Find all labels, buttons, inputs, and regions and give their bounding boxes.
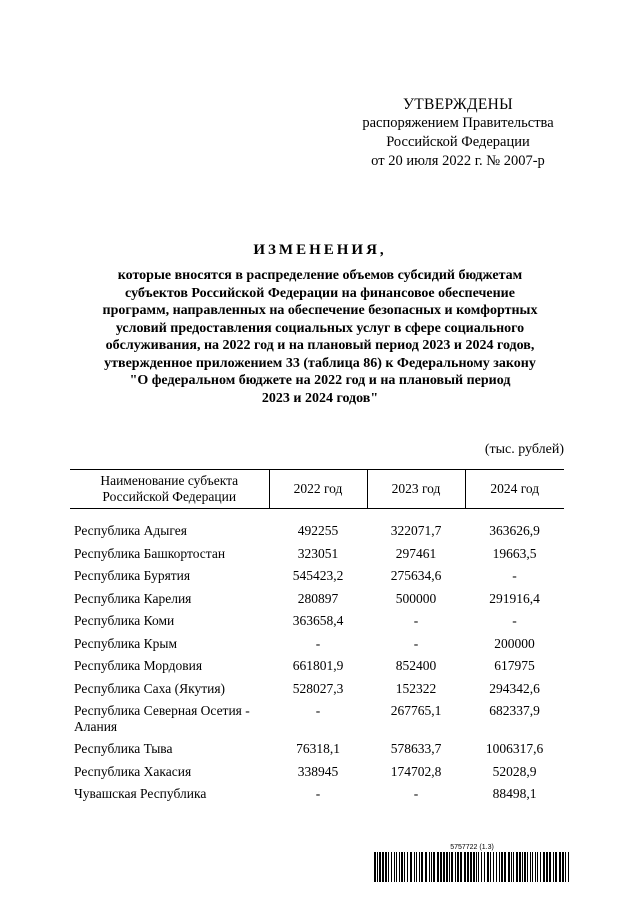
table-row bbox=[70, 741, 564, 764]
region-name-cell bbox=[70, 546, 269, 569]
region-name-cell bbox=[70, 786, 269, 809]
value-cell-2022: - bbox=[315, 786, 321, 801]
value-cell-2023: 852400 bbox=[395, 658, 437, 673]
subtitle-line: программ, направленных на обеспечение безопасных и комфортных bbox=[102, 303, 538, 318]
value-cell-2023: 174702,8 bbox=[390, 763, 442, 779]
value-cell-2023: 152322 bbox=[395, 680, 437, 696]
region-name-cell bbox=[70, 681, 269, 704]
approval-line-2: Российской Федерации bbox=[386, 134, 530, 150]
units-label: (тыс. рублей) bbox=[484, 442, 564, 457]
approval-line-1: распоряжением Правительства bbox=[362, 115, 554, 131]
region-name: Республика Коми bbox=[74, 613, 175, 628]
region-name-cell bbox=[70, 658, 269, 681]
approval-title: УТВЕРЖДЕНЫ bbox=[403, 96, 513, 113]
subtitle-line: субъектов Российской Федерации на финансовое обеспечение bbox=[125, 285, 515, 301]
region-name: Республика Саха (Якутия) bbox=[74, 680, 226, 696]
region-name-cell bbox=[70, 741, 269, 764]
region-name-cell bbox=[70, 568, 269, 591]
region-name: Республика Башкортостан bbox=[74, 545, 226, 561]
region-name: Республика Хакасия bbox=[74, 763, 192, 779]
table-header-row bbox=[70, 470, 564, 509]
subtitle-line: утвержденное приложением 33 (таблица 86) к Федеральному закону bbox=[104, 355, 536, 371]
header-region-name bbox=[70, 470, 269, 509]
value-cell-2024: 363626,9 bbox=[489, 523, 540, 538]
value-cell-2022: 323051 bbox=[297, 545, 339, 561]
value-cell-2024: 617975 bbox=[494, 658, 535, 673]
region-name: Республика Северная Осетия - bbox=[74, 703, 250, 718]
value-cell-2022: 661801,9 bbox=[292, 658, 344, 673]
value-cell-2022: 76318,1 bbox=[296, 741, 340, 756]
region-name: Республика Крым bbox=[74, 635, 178, 651]
table-row bbox=[70, 681, 564, 704]
value-cell-2024: - bbox=[512, 613, 517, 628]
table-row bbox=[70, 568, 564, 591]
subsidy-table-container bbox=[70, 469, 564, 809]
value-cell-2022: - bbox=[315, 703, 321, 718]
table-row bbox=[70, 703, 564, 741]
region-name-cell bbox=[70, 509, 269, 546]
region-name: Республика Карелия bbox=[74, 590, 192, 606]
table-row bbox=[70, 786, 564, 809]
barcode-block bbox=[374, 844, 570, 882]
region-name: Чувашская Республика bbox=[74, 786, 207, 801]
value-cell-2024: 200000 bbox=[494, 635, 535, 651]
value-cell-2023: - bbox=[413, 613, 419, 628]
subsidy-table bbox=[70, 469, 564, 809]
value-cell-2024: 291916,4 bbox=[489, 590, 540, 606]
region-name-cell bbox=[70, 636, 269, 659]
table-row bbox=[70, 613, 564, 636]
value-cell-2024: 19663,5 bbox=[492, 545, 537, 561]
approval-block bbox=[340, 95, 576, 171]
value-cell-2023: 267765,1 bbox=[390, 703, 442, 718]
header-year-2024: 2024 год bbox=[465, 470, 564, 509]
table-body bbox=[70, 509, 564, 809]
value-cell-2022: 338945 bbox=[297, 763, 339, 779]
value-cell-2023: 322071,7 bbox=[390, 523, 442, 538]
value-cell-2022: 492255 bbox=[297, 523, 339, 538]
table-row bbox=[70, 591, 564, 614]
region-name: Республика Тыва bbox=[74, 741, 173, 756]
subtitle-line: обслуживания, на 2022 год и на плановый период 2023 и 2024 годов, bbox=[105, 338, 535, 353]
document-subtitle bbox=[80, 267, 560, 407]
value-cell-2024: 52028,9 bbox=[492, 763, 537, 779]
table-row bbox=[70, 509, 564, 546]
value-cell-2024: 294342,6 bbox=[489, 680, 540, 696]
region-name-cell bbox=[70, 613, 269, 636]
subtitle-line: которые вносятся в распределение объемов субсидий бюджетам bbox=[117, 268, 523, 283]
header-region-line-1: Наименование субъекта bbox=[100, 473, 239, 488]
region-name-continued: Алания bbox=[74, 718, 118, 734]
table-row bbox=[70, 658, 564, 681]
subtitle-line: условий предоставления социальных услуг в сфере социального bbox=[115, 320, 525, 336]
header-region-line-2: Российской Федерации bbox=[102, 489, 237, 504]
region-name-cell bbox=[70, 591, 269, 614]
value-cell-2023: 297461 bbox=[395, 545, 437, 561]
region-name: Республика Адыгея bbox=[74, 523, 187, 538]
approval-line-3: от 20 июля 2022 г. № 2007-р bbox=[371, 153, 545, 169]
header-year-2023: 2023 год bbox=[367, 470, 465, 509]
value-cell-2023: - bbox=[413, 635, 419, 651]
value-cell-2022: 528027,3 bbox=[292, 680, 344, 696]
table-row bbox=[70, 764, 564, 787]
value-cell-2022: 363658,4 bbox=[292, 613, 344, 628]
region-name-cell bbox=[70, 764, 269, 787]
table-row bbox=[70, 546, 564, 569]
value-cell-2022: - bbox=[315, 635, 321, 651]
value-cell-2024: 1006317,6 bbox=[485, 741, 544, 756]
value-cell-2023: 500000 bbox=[395, 590, 437, 606]
value-cell-2024: 682337,9 bbox=[489, 703, 540, 718]
region-name: Республика Бурятия bbox=[74, 568, 191, 583]
subtitle-line: "О федеральном бюджете на 2022 год и на плановый период bbox=[129, 373, 511, 388]
region-name-cell bbox=[70, 703, 269, 741]
subtitle-line: 2023 и 2024 годов" bbox=[261, 390, 379, 406]
value-cell-2022: 545423,2 bbox=[292, 568, 344, 583]
value-cell-2023: - bbox=[413, 786, 419, 801]
value-cell-2024: 88498,1 bbox=[492, 786, 537, 801]
value-cell-2023: 275634,6 bbox=[390, 568, 442, 583]
table-row bbox=[70, 636, 564, 659]
barcode-number: 5757722 (1.3) bbox=[450, 844, 494, 851]
barcode-image bbox=[374, 852, 570, 882]
value-cell-2024: - bbox=[512, 568, 517, 583]
value-cell-2022: 280897 bbox=[297, 590, 339, 606]
value-cell-2023: 578633,7 bbox=[390, 741, 442, 756]
header-year-2022: 2022 год bbox=[269, 470, 367, 509]
region-name: Республика Мордовия bbox=[74, 658, 203, 673]
document-title: ИЗМЕНЕНИЯ, bbox=[253, 242, 387, 258]
